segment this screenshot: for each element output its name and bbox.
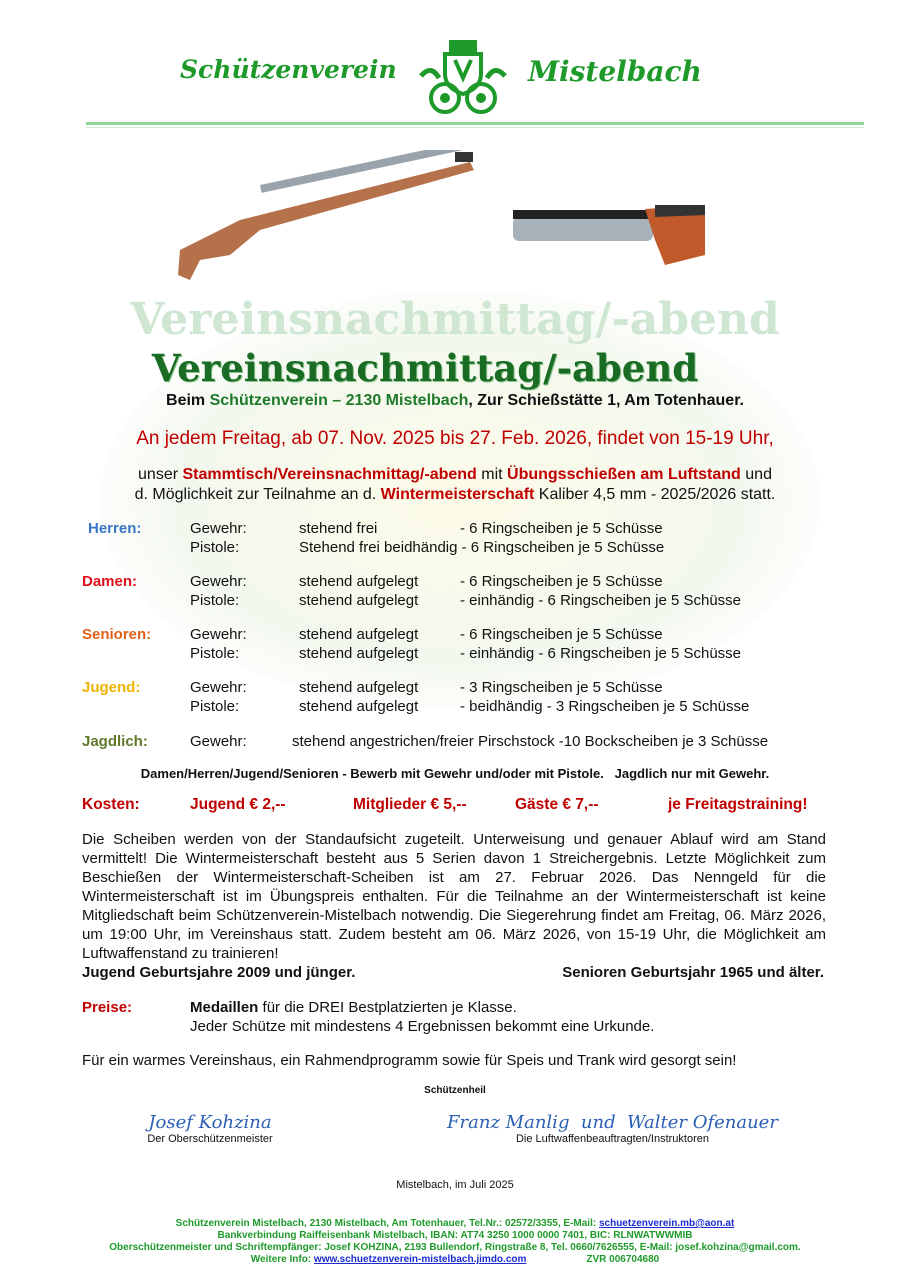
cost-note: je Freitagstraining! bbox=[668, 796, 808, 813]
footer bbox=[0, 1218, 910, 1266]
target-text: - 3 Ringscheiben je 5 Schüsse bbox=[460, 679, 663, 696]
footer-contact: Oberschützenmeister und Schriftempfänger: Josef KOHZINA, 2193 Bullendorf, Ringstraße 8, Tel. 0660/7626555, E-Mail: josef.kohzina@gmail.com. bbox=[109, 1242, 801, 1253]
intro-e: und bbox=[740, 466, 772, 483]
position-text: stehend frei bbox=[299, 520, 378, 537]
cost-gaeste: Gäste € 7,-- bbox=[515, 796, 599, 813]
footer-website-link[interactable]: www.schuetzenverein-mistelbach.jimdo.com bbox=[313, 1254, 527, 1265]
closing-line: Für ein warmes Vereinshaus, ein Rahmendprogramm sowie für Speis und Trank wird gesorgt sein! bbox=[82, 1052, 737, 1069]
class-name: Herren: bbox=[88, 520, 142, 537]
target-text: - 6 Ringscheiben je 5 Schüsse bbox=[460, 626, 663, 643]
target-text: - beidhändig - 3 Ringscheiben je 5 Schüsse bbox=[460, 698, 750, 715]
prizes-label: Preise: bbox=[82, 999, 133, 1016]
weapon-label: Pistole: bbox=[190, 645, 240, 662]
class-row bbox=[0, 573, 910, 593]
class-row bbox=[0, 645, 910, 665]
intro-f: d. Möglichkeit zur Teilnahme an d. bbox=[134, 486, 381, 503]
target-text: - einhändig - 6 Ringscheiben je 5 Schüsse bbox=[460, 592, 742, 609]
dates-line: An jedem Freitag, ab 07. Nov. 2025 bis 27. Feb. 2026, findet von 15-19 Uhr, bbox=[136, 428, 774, 449]
prizes-row-2 bbox=[0, 1018, 910, 1038]
weapon-label: Gewehr: bbox=[190, 520, 247, 537]
class-name: Jagdlich: bbox=[82, 733, 148, 750]
header-divider bbox=[86, 122, 864, 125]
signature-2-name: Franz Manlig und Walter Ofenauer bbox=[447, 1112, 778, 1133]
class-row bbox=[0, 626, 910, 646]
header-divider-thin bbox=[86, 127, 864, 128]
air-pistol-image bbox=[505, 195, 715, 275]
header-town-name: Mistelbach bbox=[528, 55, 702, 88]
position-text: stehend aufgelegt bbox=[299, 679, 419, 696]
footer-email-link[interactable]: schuetzenverein.mb@aon.at bbox=[598, 1218, 735, 1229]
header-club-name: Schützenverein bbox=[180, 55, 397, 84]
weapon-label: Gewehr: bbox=[190, 573, 247, 590]
place-date: Mistelbach, im Juli 2025 bbox=[396, 1179, 514, 1191]
location-prefix: Beim bbox=[166, 392, 210, 409]
page-title: Vereinsnachmittag/-abend bbox=[151, 346, 699, 390]
location-line bbox=[0, 392, 910, 410]
class-row bbox=[0, 592, 910, 612]
intro-c: mit bbox=[476, 466, 508, 483]
costs-row bbox=[0, 796, 910, 816]
class-row bbox=[0, 698, 910, 718]
weapon-label: Pistole: bbox=[190, 539, 240, 556]
signature-2 bbox=[420, 1112, 805, 1145]
weapon-label: Gewehr: bbox=[190, 626, 247, 643]
intro-h: Kaliber 4,5 mm - 2025/2026 statt. bbox=[534, 486, 776, 503]
ghost-title: Vereinsnachmittag/-abend bbox=[130, 294, 780, 345]
footer-address: Schützenverein Mistelbach, 2130 Mistelbach, Am Totenhauer, Tel.Nr.: 02572/3355, E-Mail: bbox=[175, 1218, 599, 1229]
position-text: stehend aufgelegt bbox=[299, 592, 419, 609]
position-text: stehend aufgelegt bbox=[299, 626, 419, 643]
cost-mitglieder: Mitglieder € 5,-- bbox=[353, 796, 467, 813]
target-text: - 6 Ringscheiben je 5 Schüsse bbox=[460, 573, 663, 590]
weapon-label: Gewehr: bbox=[190, 679, 247, 696]
position-text: stehend aufgelegt bbox=[299, 645, 419, 662]
class-name: Jugend: bbox=[82, 679, 141, 696]
location-club: Schützenverein – 2130 Mistelbach bbox=[209, 392, 469, 409]
position-text: Stehend frei beidhändig - 6 Ringscheiben je 5 Schüsse bbox=[299, 539, 665, 556]
class-name: Damen: bbox=[82, 573, 138, 590]
class-row bbox=[0, 539, 910, 559]
footer-info-label: Weitere Info: bbox=[250, 1254, 314, 1265]
costs-label: Kosten: bbox=[82, 796, 140, 813]
position-text: stehend aufgelegt bbox=[299, 698, 419, 715]
prizes-certificate: Jeder Schütze mit mindestens 4 Ergebnissen bekommt eine Urkunde. bbox=[190, 1018, 655, 1035]
class-row bbox=[0, 733, 910, 753]
target-text: - 6 Ringscheiben je 5 Schüsse bbox=[460, 520, 663, 537]
club-crest-logo bbox=[415, 38, 511, 114]
signature-2-role: Die Luftwaffenbeauftragten/Instruktoren bbox=[515, 1133, 710, 1145]
info-paragraph: Die Scheiben werden von der Standaufsicht zugeteilt. Unterweisung und genauer Ablauf wird am Stand vermittelt! Die Wintermeisterschaft besteht aus 5 Serien davon 1 Streichergebnis. Letzte Möglichkeit zum Beschießen der Wintermeisterschaft-Scheiben ist am 27. Februar 2026. Das Nenngeld für die Wintermeisterschaft ist im Übungspreis enthalten. Für die Teilnahme an der Wintermeisterschaft ist keine Mitgliedschaft beim Schützenverein-Mistelbach notwendig. Die Siegerehrung findet am Freitag, 06. März 2026, um 19:00 Uhr, im Vereinshaus statt. Zudem besteht am 06. März 2026, von 15-19 Uhr, die Möglichkeit am Luftwaffenstand zu trainieren! bbox=[82, 831, 826, 962]
signature-1-role: Der Oberschützenmeister bbox=[147, 1133, 273, 1145]
cost-jugend: Jugend € 2,-- bbox=[190, 796, 286, 813]
weapon-label: Pistole: bbox=[190, 592, 240, 609]
intro-uebung: Übungsschießen am Luftstand bbox=[507, 466, 741, 483]
air-rifle-image bbox=[170, 150, 480, 290]
position-text: stehend angestrichen/freier Pirschstock -10 Bockscheiben je 3 Schüsse bbox=[292, 733, 769, 750]
prizes-medals: Medaillen bbox=[190, 999, 259, 1016]
class-row bbox=[0, 520, 910, 540]
position-text: stehend aufgelegt bbox=[299, 573, 419, 590]
signature-1 bbox=[120, 1112, 300, 1145]
signature-1-name: Josef Kohzina bbox=[148, 1112, 272, 1133]
intro-text bbox=[0, 465, 910, 505]
senioren-years: Senioren Geburtsjahr 1965 und älter. bbox=[562, 964, 824, 981]
weapon-label: Gewehr: bbox=[190, 733, 247, 750]
target-text: - einhändig - 6 Ringscheiben je 5 Schüsse bbox=[460, 645, 742, 662]
bewerb-note: Damen/Herren/Jugend/Senioren - Bewerb mit Gewehr und/oder mit Pistole. Jagdlich nur mit Gewehr. bbox=[140, 766, 770, 781]
footer-bank: Bankverbindung Raiffeisenbank Mistelbach, IBAN: AT74 3250 1000 0000 7401, BIC: RLNWATWWMIB bbox=[217, 1230, 693, 1241]
intro-stammtisch: Stammtisch/Vereinsnachmittag/-abend bbox=[182, 466, 477, 483]
class-name: Senioren: bbox=[82, 626, 152, 643]
greeting: Schützenheil bbox=[424, 1085, 486, 1096]
weapon-label: Pistole: bbox=[190, 698, 240, 715]
age-row bbox=[0, 964, 910, 984]
jugend-years: Jugend Geburtsjahre 2009 und jünger. bbox=[82, 964, 356, 981]
location-address: , Zur Schießstätte 1, Am Totenhauer. bbox=[468, 392, 744, 409]
intro-a: unser bbox=[138, 466, 183, 483]
prizes-medals-text: für die DREI Bestplatzierten je Klasse. bbox=[258, 999, 517, 1016]
footer-zvr: ZVR 006704680 bbox=[586, 1254, 660, 1265]
intro-wintermeisterschaft: Wintermeisterschaft bbox=[380, 486, 535, 503]
prizes-row bbox=[0, 999, 910, 1019]
class-row bbox=[0, 679, 910, 699]
